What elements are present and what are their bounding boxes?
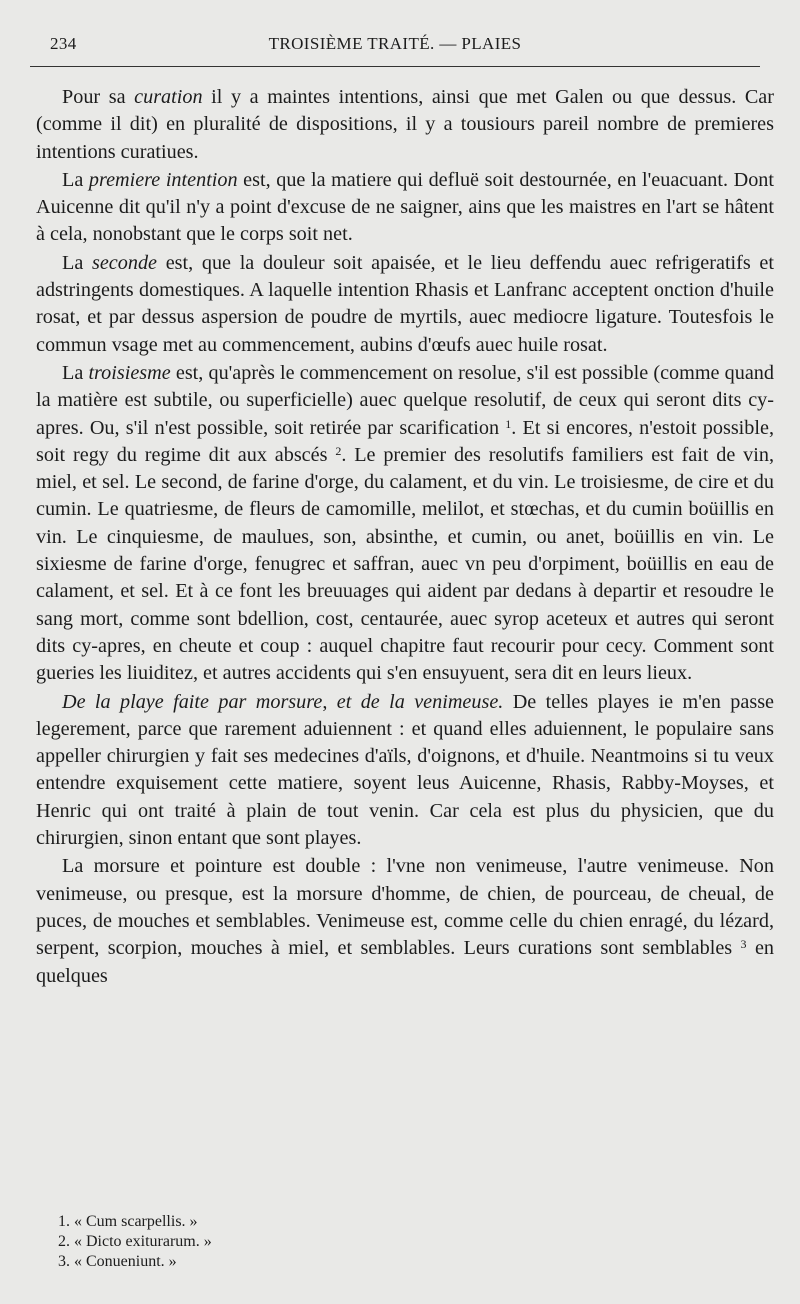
header-rule: [30, 66, 760, 67]
paragraph-curation: Pour sa curation il y a maintes intentions, ainsi que met Galen ou que dessus. Car (comme il dit) en pluralité de dispositions, il y a tousiours pareil nombre de premieres intentions curatiues.: [36, 86, 774, 163]
paragraph-seconde: La seconde est, que la douleur soit apaisée, et le lieu deffendu auec refrigeratifs et adstringents domestiques. A laquelle intention Rhasis et Lanfranc acceptent onction d'huile rosat, et par dessus aspersion de poudre de myrtils, auec mediocre ligature. Toutesfois le commun vsage met au commencement, aubins d'œufs auec huile rosat.: [36, 251, 774, 356]
footnote-ref-3: 3: [740, 937, 747, 952]
footnote-ref-2: 2: [335, 443, 342, 458]
paragraph-premiere-intention: La premiere intention est, que la matiere qui defluë soit destournée, en l'euacuant. Dont Auicenne dit qu'il n'y a point d'excuse de ne saigner, ains que les maistres en l'art se hâtent à cela, nonobstant que le corps soit net.: [36, 168, 774, 246]
footnote-1: 1. « Cum scarpellis. »: [58, 1213, 198, 1230]
body-text: [36, 84, 775, 990]
page-header: [30, 30, 760, 60]
page-number: 234: [50, 34, 77, 53]
footnote-2: 2. « Dicto exiturarum. »: [58, 1233, 212, 1250]
footnote-3: 3. « Conueniunt. »: [58, 1253, 177, 1270]
footnote-ref-1: 1: [505, 416, 512, 431]
paragraph-morsure-double: La morsure et pointure est double : l'vne non venimeuse, l'autre venimeuse. Non venimeuse, ou presque, est la morsure d'homme, de chien, de pourceau, de cheual, de puces, de mouches et semblables. Venimeuse est, comme celle du chien enragé, du lézard, serpent, scorpion, mouches à miel, et semblables. Leurs curations sont semblables $^3$ en quelques: [36, 855, 774, 987]
footnotes: [58, 1212, 558, 1272]
paragraph-morsure-heading: De la playe faite par morsure, et de la venimeuse. De telles playes ie m'en passe legerement, parce que rarement aduiennent : et quand elles aduiennent, le populaire sans appeller chirurgien y fait ses medecines d'aïls, d'oignons, et d'huile. Neantmoins si tu veux entendre exquisement cette matiere, soyent leus Auicenne, Rhasis, Rabby-Moyses, et Henric qui ont traité à plain de tout venin. Car cela est plus du physicien, que du chirurgien, sinon entant que sont playes.: [36, 690, 775, 850]
paragraph-troisiesme: La troisiesme est, qu'après le commencement on resolue, s'il est possible (comme quand la matière est subtile, ou superficielle) auec quelque resolutif, de ceux qui seront dits cy-apres. Ou, s'il n'est possible, soit retirée par scarification $^1$. Et si encores, n'estoit possible, soit regy du regime dit aux abscés $^2$. Le premier des resolutifs familiers est fait de vin, miel, et sel. Le second, de farine d'orge, du calament, et du vin. Le troisiesme, de cire et du cumin. Le quatriesme, de fleurs de camomille, melilot, et stœchas, et du cumin boüillis en vin. Le cinquiesme, de maulues, son, absinthe, et cumin, ou anet, boüillis en vin. Le sixiesme de farine d'orge, fenugrec et saffran, auec vn peu d'orpiment, boüillis en eau de calament, et sel. Et à ce font les breuuages qui aident par dedans à departir et resoudre le sang mort, comme sont bdellion, cost, centaurée, auec syrop aceteux et autres qui seront dits cy-apres, en cheute et coup : auquel chapitre faut recourir pour cecy. Comment sont gueries les liuiditez, et autres accidents qui s'en ensuyuent, sera dit en leurs lieux.: [36, 361, 775, 685]
running-title: TROISIÈME TRAITÉ. — PLAIES: [268, 34, 522, 53]
